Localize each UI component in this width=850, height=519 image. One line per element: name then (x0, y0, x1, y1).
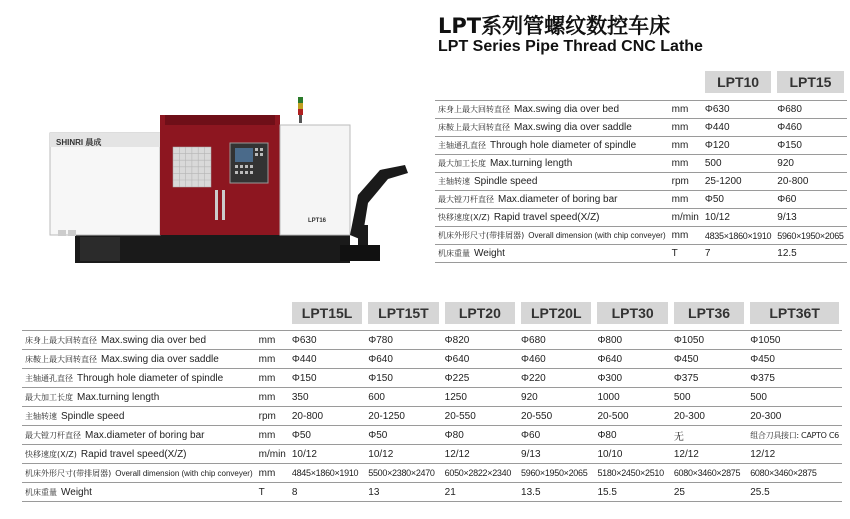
spec-value: Φ1050 (671, 331, 747, 350)
spec-label (22, 388, 256, 407)
spec-label (435, 137, 669, 155)
spec-value: 5500×2380×2470 (365, 464, 441, 483)
model-header: LPT15T (368, 302, 438, 324)
spec-value: Φ780 (365, 331, 441, 350)
spec-label-en: Max.diameter of boring bar (85, 429, 205, 441)
spec-label (435, 245, 669, 263)
spec-row (435, 191, 847, 209)
model-header: LPT15 (777, 71, 843, 93)
spec-value: Φ50 (702, 191, 774, 209)
spec-row (435, 101, 847, 119)
spec-value: 20-300 (747, 407, 842, 426)
spec-row (22, 369, 842, 388)
spec-unit: m/min (256, 445, 289, 464)
spec-label-cn: 快移速度(X/Z) (25, 449, 77, 459)
spec-label (22, 445, 256, 464)
spec-row (22, 426, 842, 445)
spec-value: 500 (702, 155, 774, 173)
spec-table-large (22, 302, 842, 502)
spec-unit: mm (669, 137, 702, 155)
spec-value: 350 (289, 388, 365, 407)
spec-value: 8 (289, 483, 365, 502)
spec-value: 920 (774, 155, 846, 173)
spec-value: 21 (442, 483, 518, 502)
spec-label-cn: 最大镗刀杆直径 (25, 430, 81, 440)
spec-row (22, 331, 842, 350)
spec-row (435, 209, 847, 227)
spec-unit: mm (669, 119, 702, 137)
spec-unit: mm (256, 464, 289, 483)
spec-label-en: Max.swing dia over saddle (514, 122, 632, 133)
page-title-cn: LPT系列管螺纹数控车床 (438, 14, 671, 38)
spec-unit: mm (669, 191, 702, 209)
spec-value: 920 (518, 388, 594, 407)
spec-value: 5180×2450×2510 (594, 464, 670, 483)
spec-value: 20-300 (671, 407, 747, 426)
spec-unit: mm (256, 426, 289, 445)
spec-value: Φ80 (594, 426, 670, 445)
spec-label (22, 407, 256, 426)
spec-label (22, 331, 256, 350)
spec-label (435, 119, 669, 137)
spec-label-en: Rapid travel speed(X/Z) (493, 212, 600, 223)
spec-row (435, 137, 847, 155)
spec-label-en: Overall dimension (with chip conveyer) (115, 468, 253, 478)
spec-label-en: Weight (61, 486, 92, 498)
spec-label (22, 426, 256, 445)
model-header: LPT20L (521, 302, 591, 324)
model-header: LPT15L (292, 302, 362, 324)
spec-value: Φ640 (594, 350, 670, 369)
spec-value: Φ150 (365, 369, 441, 388)
spec-unit: mm (256, 331, 289, 350)
spec-unit: m/min (669, 209, 702, 227)
spec-value: 13 (365, 483, 441, 502)
spec-value: 25-1200 (702, 173, 774, 191)
spec-value: 4835×1860×1910 (702, 227, 774, 245)
spec-value: Φ440 (289, 350, 365, 369)
spec-value: Φ120 (702, 137, 774, 155)
spec-label-en: Overall dimension (with chip conveyer) (528, 231, 666, 240)
spec-label-en: Weight (474, 248, 505, 259)
spec-value: 25 (671, 483, 747, 502)
spec-value: Φ150 (289, 369, 365, 388)
spec-value: 1250 (442, 388, 518, 407)
spec-unit: mm (256, 350, 289, 369)
spec-value: Φ60 (518, 426, 594, 445)
spec-row (22, 407, 842, 426)
machine-body-left (50, 133, 160, 235)
spec-value: Φ50 (365, 426, 441, 445)
model-header: LPT10 (705, 71, 771, 93)
spec-unit: T (669, 245, 702, 263)
spec-label-cn: 床鞍上最大回转直径 (438, 123, 510, 132)
spec-unit: mm (256, 388, 289, 407)
spec-label-cn: 机床重量 (438, 249, 470, 258)
spec-value: 20-500 (594, 407, 670, 426)
spec-label-cn: 主轴通孔直径 (438, 141, 486, 150)
spec-row (435, 119, 847, 137)
spec-value: Φ225 (442, 369, 518, 388)
spec-row (435, 173, 847, 191)
spec-value: 6050×2822×2340 (442, 464, 518, 483)
spec-label-en: Through hole diameter of spindle (77, 372, 224, 384)
spec-unit: T (256, 483, 289, 502)
spec-label (435, 191, 669, 209)
spec-value: Φ375 (671, 369, 747, 388)
machine-model-plate: LPT16 (308, 218, 327, 224)
spec-value: Φ460 (774, 119, 846, 137)
spec-value: Φ630 (289, 331, 365, 350)
spec-label (435, 227, 669, 245)
spec-value: 20-1250 (365, 407, 441, 426)
spec-label-en: Rapid travel speed(X/Z) (80, 448, 187, 460)
spec-label-cn: 主轴转速 (25, 411, 57, 421)
spec-row (22, 445, 842, 464)
spec-label-cn: 最大加工长度 (25, 392, 73, 402)
spec-value: 10/12 (365, 445, 441, 464)
spec-unit: rpm (256, 407, 289, 426)
spec-value: 4845×1860×1910 (289, 464, 365, 483)
spec-value: 6080×3460×2875 (747, 464, 842, 483)
spec-value: 600 (365, 388, 441, 407)
spec-value: 组合刀具接口: CAPTO C6 (747, 426, 842, 445)
spec-label-en: Max.turning length (490, 158, 573, 169)
spec-label (22, 483, 256, 502)
spec-value: 20-800 (289, 407, 365, 426)
spec-value: 9/13 (774, 209, 846, 227)
model-header: LPT36 (674, 302, 744, 324)
spec-label (435, 209, 669, 227)
spec-value: 9/13 (518, 445, 594, 464)
spec-value: 500 (747, 388, 842, 407)
spec-unit: mm (669, 227, 702, 245)
page-title-en: LPT Series Pipe Thread CNC Lathe (438, 38, 703, 55)
spec-label-cn: 床鞍上最大回转直径 (25, 354, 97, 364)
model-header: LPT36T (750, 302, 839, 324)
spec-label (435, 101, 669, 119)
spec-value: Φ820 (442, 331, 518, 350)
spec-value: Φ640 (442, 350, 518, 369)
spec-label-cn: 最大加工长度 (438, 159, 486, 168)
spec-value: 5960×1950×2065 (774, 227, 846, 245)
spec-value: Φ375 (747, 369, 842, 388)
machine-brand: SHINRI 晨成 (56, 138, 102, 147)
spec-value: 6080×3460×2875 (671, 464, 747, 483)
spec-value: Φ800 (594, 331, 670, 350)
spec-row (22, 483, 842, 502)
spec-label (435, 155, 669, 173)
spec-label-cn: 床身上最大回转直径 (438, 105, 510, 114)
model-header: LPT20 (445, 302, 515, 324)
spec-value: 20-550 (442, 407, 518, 426)
cnc-lathe-illustration (40, 95, 420, 270)
spec-value: Φ150 (774, 137, 846, 155)
spec-value: 20-800 (774, 173, 846, 191)
spec-label (22, 350, 256, 369)
spec-label-en: Max.swing dia over bed (101, 334, 207, 346)
spec-value: 20-550 (518, 407, 594, 426)
spec-value: 10/12 (289, 445, 365, 464)
spec-value: Φ300 (594, 369, 670, 388)
model-header: LPT30 (597, 302, 667, 324)
spec-label-en: Max.turning length (77, 391, 160, 403)
spec-unit: mm (256, 369, 289, 388)
spec-unit: mm (669, 101, 702, 119)
spec-value: 12/12 (671, 445, 747, 464)
spec-label-cn: 主轴通孔直径 (25, 373, 73, 383)
spec-table-small (435, 71, 847, 263)
spec-value: 无 (671, 426, 747, 445)
spec-label-cn: 最大镗刀杆直径 (438, 195, 494, 204)
spec-value: 12/12 (747, 445, 842, 464)
spec-value: Φ1050 (747, 331, 842, 350)
spec-unit: rpm (669, 173, 702, 191)
spec-label-en: Max.diameter of boring bar (498, 194, 618, 205)
spec-value: 12/12 (442, 445, 518, 464)
model-header-row (22, 302, 842, 324)
spec-value: 12.5 (774, 245, 846, 263)
spec-value: Φ640 (365, 350, 441, 369)
spec-value: 1000 (594, 388, 670, 407)
spec-label-cn: 机床外形尺寸(带排屑器) (438, 231, 525, 240)
spec-label (22, 369, 256, 388)
spec-value: Φ50 (289, 426, 365, 445)
spec-unit: mm (669, 155, 702, 173)
spec-row (435, 227, 847, 245)
spec-label-en: Spindle speed (474, 176, 538, 187)
spec-value: Φ60 (774, 191, 846, 209)
spec-value: Φ680 (774, 101, 846, 119)
spec-label-cn: 床身上最大回转直径 (25, 335, 97, 345)
spec-value: Φ630 (702, 101, 774, 119)
spec-value: 500 (671, 388, 747, 407)
spec-row (22, 350, 842, 369)
model-header-row (435, 71, 847, 93)
spec-label (22, 464, 256, 483)
spec-label-cn: 主轴转速 (438, 177, 470, 186)
spec-label-en: Through hole diameter of spindle (490, 140, 637, 151)
spec-label-cn: 机床重量 (25, 487, 57, 497)
spec-label-en: Max.swing dia over saddle (101, 353, 219, 365)
spec-value: Φ80 (442, 426, 518, 445)
spec-value: Φ450 (747, 350, 842, 369)
spec-row (435, 245, 847, 263)
spec-label-cn: 机床外形尺寸(带排屑器) (25, 468, 112, 478)
spec-label-cn: 快移速度(X/Z) (438, 213, 490, 222)
spec-value: 25.5 (747, 483, 842, 502)
spec-value: 5960×1950×2065 (518, 464, 594, 483)
spec-value: 10/10 (594, 445, 670, 464)
spec-value: Φ440 (702, 119, 774, 137)
spec-label (435, 173, 669, 191)
spec-value: 13.5 (518, 483, 594, 502)
spec-value: Φ450 (671, 350, 747, 369)
spec-row (22, 464, 842, 483)
spec-label-en: Max.swing dia over bed (514, 104, 620, 115)
spec-value: Φ460 (518, 350, 594, 369)
spec-row (22, 388, 842, 407)
spec-value: 10/12 (702, 209, 774, 227)
spec-value: 7 (702, 245, 774, 263)
spec-row (435, 155, 847, 173)
spec-label-en: Spindle speed (61, 410, 125, 422)
spec-value: 15.5 (594, 483, 670, 502)
spec-value: Φ220 (518, 369, 594, 388)
spec-value: Φ680 (518, 331, 594, 350)
